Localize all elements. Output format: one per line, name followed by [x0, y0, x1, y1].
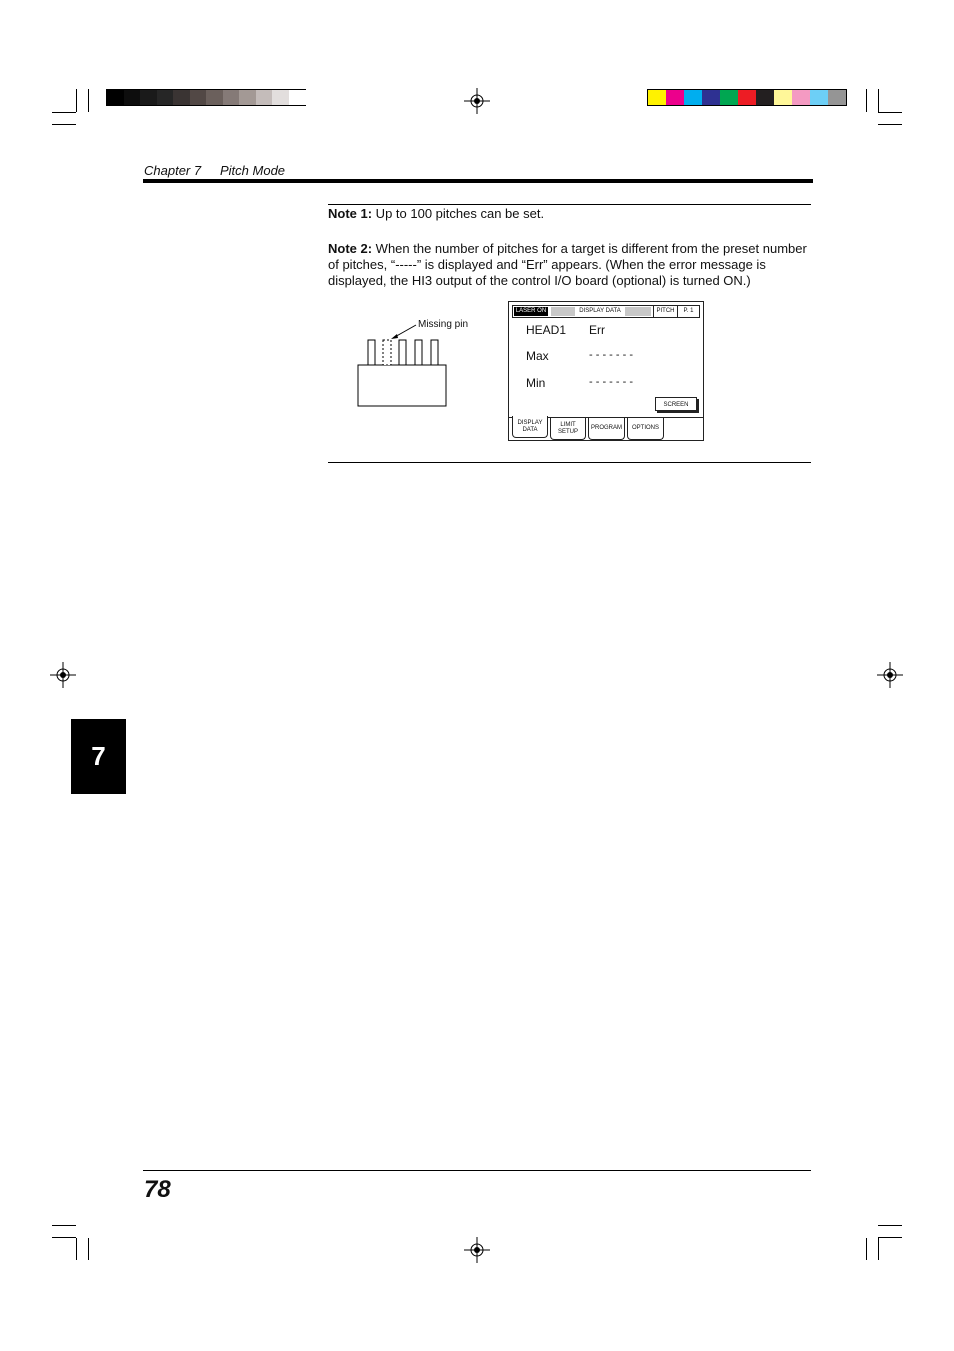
crop-mark-tr-h [878, 112, 902, 113]
notes-bottom-rule [328, 462, 811, 463]
crop-mark-tl-h2 [52, 124, 76, 125]
crop-mark-tl-h [52, 112, 76, 113]
tab-limit-setup-line2: SETUP [557, 428, 578, 435]
gray-swatch-3 [157, 90, 174, 105]
crop-mark-bl-v2 [88, 1238, 89, 1260]
gray-swatch-2 [140, 90, 157, 105]
crop-mark-br-h [878, 1225, 902, 1226]
color-swatch-4 [720, 90, 738, 105]
gray-swatch-8 [239, 90, 256, 105]
note-2-label: Note 2: [328, 241, 373, 256]
gray-swatch-5 [190, 90, 207, 105]
laser-on-indicator: LASER ON [515, 308, 547, 314]
crop-mark-tr-v [878, 89, 879, 112]
crop-mark-br-v [878, 1238, 879, 1260]
footer-rule [143, 1170, 811, 1171]
note-1-label: Note 1: [328, 206, 373, 221]
tab-display-data-line1: DISPLAY [517, 419, 543, 426]
color-bar [647, 89, 847, 106]
tab-options[interactable] [627, 418, 664, 440]
tab-display-data-line2: DATA [522, 426, 538, 433]
note-2 [328, 241, 814, 289]
color-swatch-1 [666, 90, 684, 105]
color-swatch-3 [702, 90, 720, 105]
lcd-title: DISPLAY DATA [575, 307, 625, 316]
lcd-status-bar [512, 305, 700, 318]
tab-display-data[interactable] [512, 416, 548, 438]
note-1-text: Up to 100 pitches can be set. [372, 206, 545, 221]
min-value: - - - - - - - [589, 376, 633, 388]
tab-program-label: PROGRAM [590, 425, 622, 431]
tab-program[interactable] [588, 418, 625, 440]
registration-mark-top [464, 88, 490, 114]
crop-mark-tr-h2 [878, 124, 902, 125]
lcd-page: P. 1 [677, 306, 699, 317]
crop-mark-tl-v2 [88, 89, 89, 112]
gray-swatch-6 [206, 90, 223, 105]
note-1 [328, 206, 814, 222]
max-value: - - - - - - - [589, 349, 633, 361]
crop-mark-bl-v [76, 1238, 77, 1260]
crop-mark-br-v2 [866, 1238, 867, 1260]
missing-pin-label: Missing pin [418, 319, 469, 330]
notes-top-rule [328, 204, 811, 205]
page-number: 78 [144, 1176, 171, 1203]
gray-swatch-0 [107, 90, 124, 105]
crop-mark-bl-h2 [52, 1237, 76, 1238]
note-2-line-1: When the number of pitches for a target is different from the preset number [372, 241, 807, 256]
grayscale-bar [106, 89, 306, 106]
crop-mark-tr-v2 [866, 89, 867, 112]
chapter-label: Chapter 7 [144, 163, 202, 178]
color-swatch-7 [774, 90, 792, 105]
gray-swatch-1 [124, 90, 141, 105]
missing-pin-illustration [355, 318, 475, 410]
note-2-line-2: of pitches, “-----” is displayed and “Err” appears. (When the error message is [328, 257, 766, 272]
color-swatch-10 [828, 90, 846, 105]
note-2-line-3: displayed, the HI3 output of the control I/O board (optional) is turned ON.) [328, 273, 751, 288]
color-swatch-5 [738, 90, 756, 105]
lcd-mode: PITCH [653, 306, 677, 317]
head-value: Err [589, 323, 605, 337]
chapter-tab: 7 [71, 719, 126, 794]
gray-swatch-11 [289, 90, 306, 105]
head-label: HEAD1 [526, 323, 567, 337]
tab-limit-setup-line1: LIMIT [560, 421, 576, 428]
crop-mark-br-h2 [878, 1237, 902, 1238]
color-swatch-8 [792, 90, 810, 105]
gray-swatch-9 [256, 90, 273, 105]
tab-options-label: OPTIONS [631, 425, 659, 431]
registration-mark-left [50, 662, 76, 688]
color-swatch-6 [756, 90, 774, 105]
gray-swatch-7 [223, 90, 240, 105]
registration-mark-right [877, 662, 903, 688]
crop-mark-bl-h [52, 1225, 76, 1226]
color-swatch-2 [684, 90, 702, 105]
registration-mark-bottom [464, 1237, 490, 1263]
color-swatch-0 [648, 90, 666, 105]
color-swatch-9 [810, 90, 828, 105]
section-label: Pitch Mode [220, 163, 286, 178]
min-label: Min [526, 376, 546, 390]
gray-swatch-4 [173, 90, 190, 105]
max-label: Max [526, 349, 549, 363]
header-rule [143, 179, 813, 183]
tab-limit-setup[interactable] [550, 418, 586, 440]
lcd-screen [508, 301, 704, 441]
gray-swatch-10 [272, 90, 289, 105]
crop-mark-tl-v [76, 89, 77, 112]
screen-button[interactable]: SCREEN [655, 397, 697, 411]
